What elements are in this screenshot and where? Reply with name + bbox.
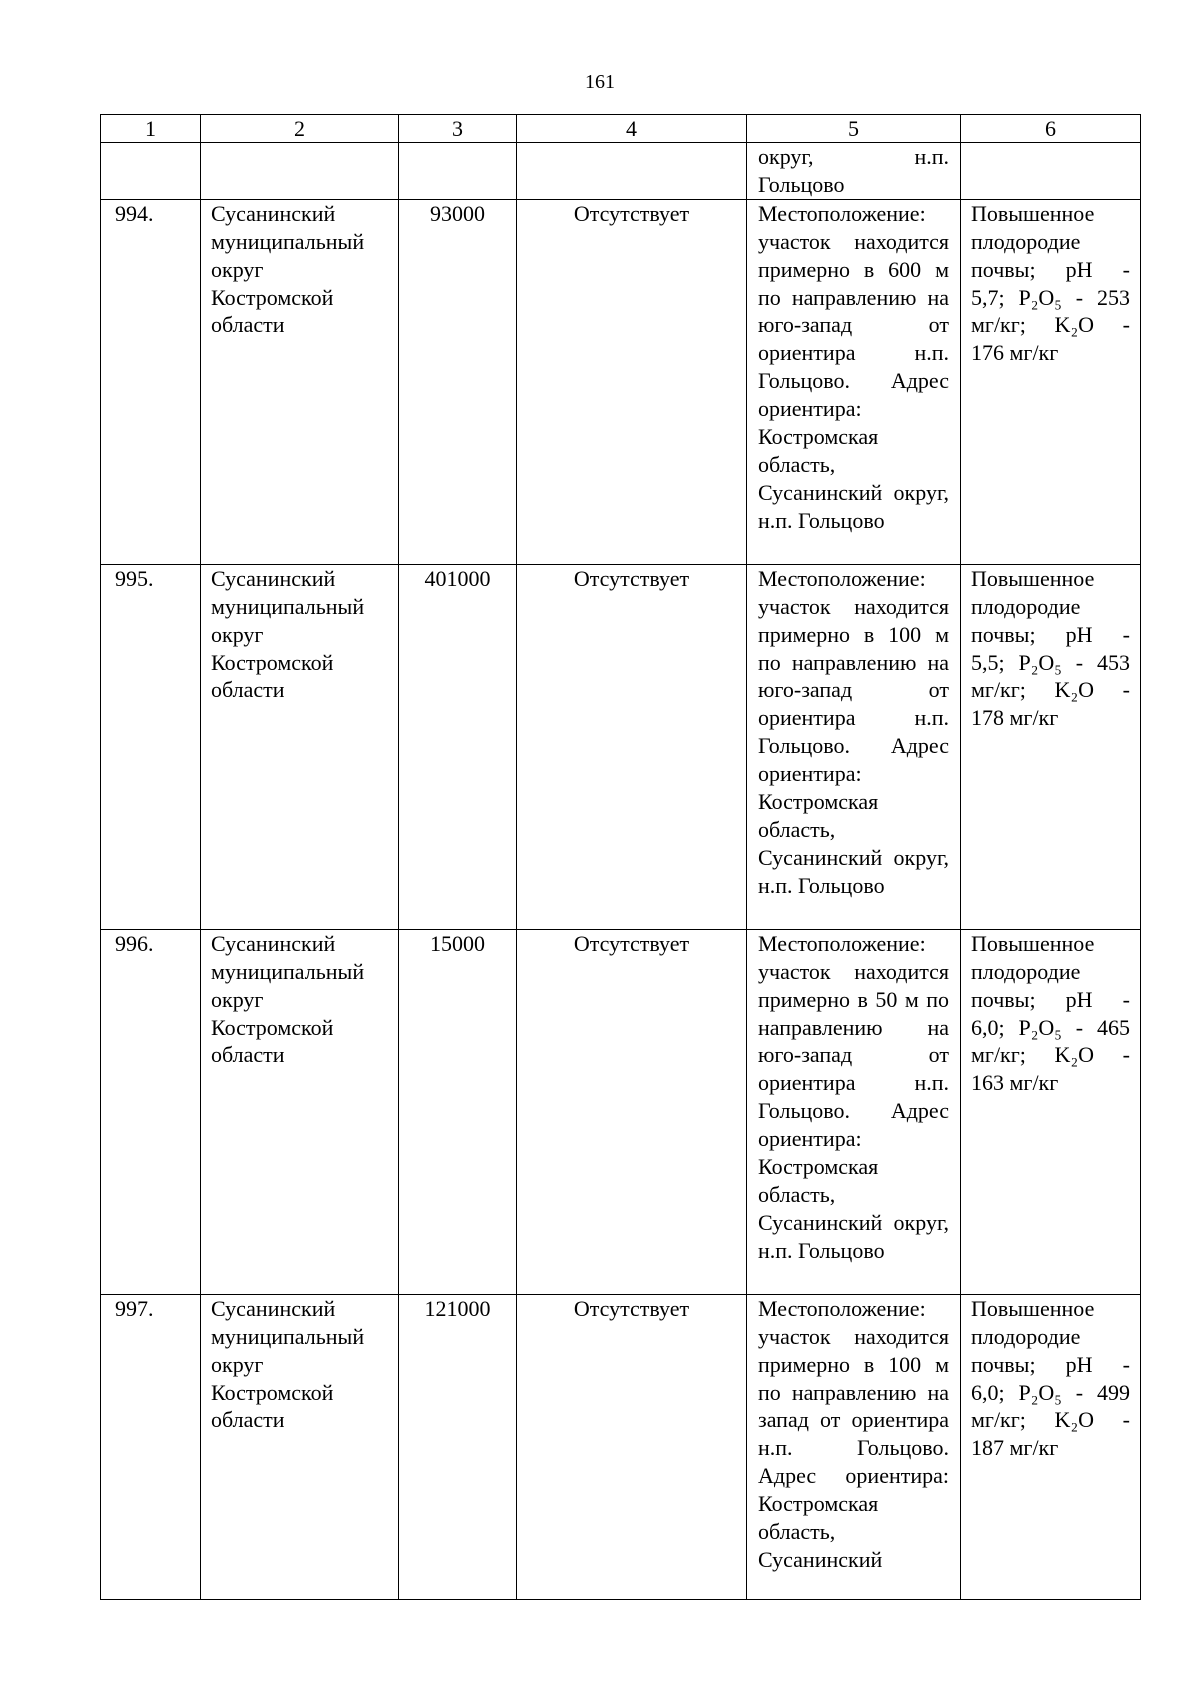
column-header-4: 4 xyxy=(517,115,747,143)
cell-location: Местоположение: участок находится примерно в 600 м по направлению на юго-запад от ориентира н.п. Гольцово. Адрес ориентира: Костромская область, Сусанинский округ, н.п. Гольцово xyxy=(747,199,961,564)
fertility-line: мг/кг; K₂O - xyxy=(971,312,1130,338)
column-header-1: 1 xyxy=(101,115,201,143)
fertility-line: 5,7; P₂O₅ - 253 xyxy=(971,284,1130,310)
fertility-line: плодородие xyxy=(971,958,1081,984)
cell-status: Отсутствует xyxy=(517,1294,747,1599)
cell-area: 401000 xyxy=(399,564,517,929)
cell-num: 994. xyxy=(101,199,201,564)
fertility-line: почвы; pH - xyxy=(971,986,1130,1012)
cell-district: Сусанинский муниципальный округ Костромской области xyxy=(201,564,399,929)
fertility-line: 6,0; P₂O₅ - 465 xyxy=(971,1014,1130,1040)
cell-num: 995. xyxy=(101,564,201,929)
fertility-line: плодородие xyxy=(971,593,1081,619)
fertility-line: 163 мг/кг xyxy=(971,1070,1059,1096)
column-header-6: 6 xyxy=(961,115,1141,143)
cell-fertility xyxy=(961,1294,1141,1599)
cell-district: Сусанинский муниципальный округ Костромской области xyxy=(201,929,399,1294)
cell-status: Отсутствует xyxy=(517,929,747,1294)
fertility-line: 176 мг/кг xyxy=(971,340,1059,366)
table-row xyxy=(101,929,1141,1294)
column-header-5: 5 xyxy=(747,115,961,143)
cell-location xyxy=(747,143,961,200)
cell-area: 15000 xyxy=(399,929,517,1294)
cell-district: Сусанинский муниципальный округ Костромской области xyxy=(201,1294,399,1599)
fertility-line: плодородие xyxy=(971,228,1081,254)
cell-fertility xyxy=(961,564,1141,929)
fertility-line: 5,5; P₂O₅ - 453 xyxy=(971,649,1130,675)
fertility-line: мг/кг; K₂O - xyxy=(971,1042,1130,1068)
cell-location: Местоположение: участок находится примерно в 100 м по направлению на запад от ориентира н.п. Гольцово. Адрес ориентира: Костромская область, Сусанинский xyxy=(747,1294,961,1599)
location-line: округ, н.п. xyxy=(758,144,949,169)
fertility-line: мг/кг; K₂O - xyxy=(971,677,1130,703)
location-line: Гольцово xyxy=(758,171,845,197)
table-row xyxy=(101,199,1141,564)
cell-area: 93000 xyxy=(399,199,517,564)
cell-num: 996. xyxy=(101,929,201,1294)
cell-status xyxy=(517,143,747,200)
cell-num: 997. xyxy=(101,1294,201,1599)
fertility-line: плодородие xyxy=(971,1323,1081,1349)
table-row xyxy=(101,564,1141,929)
cell-status: Отсутствует xyxy=(517,199,747,564)
fertility-line: почвы; pH - xyxy=(971,1351,1130,1377)
fertility-line: 178 мг/кг xyxy=(971,705,1059,731)
cell-fertility xyxy=(961,199,1141,564)
column-number-row xyxy=(101,115,1141,143)
cell-district xyxy=(201,143,399,200)
fertility-line: 187 мг/кг xyxy=(971,1435,1059,1461)
cell-area xyxy=(399,143,517,200)
table-row xyxy=(101,1294,1141,1599)
fertility-line: почвы; pH - xyxy=(971,256,1130,282)
land-plots-table xyxy=(100,114,1141,1600)
column-header-2: 2 xyxy=(201,115,399,143)
continuation-row xyxy=(101,143,1141,200)
fertility-line: Повышенное xyxy=(971,565,1095,591)
fertility-line: Повышенное xyxy=(971,200,1095,226)
column-header-3: 3 xyxy=(399,115,517,143)
cell-location: Местоположение: участок находится примерно в 50 м по направлению на юго-запад от ориентира н.п. Гольцово. Адрес ориентира: Костромская область, Сусанинский округ, н.п. Гольцово xyxy=(747,929,961,1294)
cell-fertility xyxy=(961,143,1141,200)
fertility-line: мг/кг; K₂O - xyxy=(971,1407,1130,1433)
fertility-line: Повышенное xyxy=(971,930,1095,956)
fertility-line: 6,0; P₂O₅ - 499 xyxy=(971,1379,1130,1405)
cell-area: 121000 xyxy=(399,1294,517,1599)
cell-location: Местоположение: участок находится примерно в 100 м по направлению на юго-запад от ориентира н.п. Гольцово. Адрес ориентира: Костромская область, Сусанинский округ, н.п. Гольцово xyxy=(747,564,961,929)
cell-status: Отсутствует xyxy=(517,564,747,929)
cell-fertility xyxy=(961,929,1141,1294)
cell-district: Сусанинский муниципальный округ Костромской области xyxy=(201,199,399,564)
cell-num xyxy=(101,143,201,200)
fertility-line: почвы; pH - xyxy=(971,621,1130,647)
page-number: 161 xyxy=(585,71,615,93)
fertility-line: Повышенное xyxy=(971,1295,1095,1321)
